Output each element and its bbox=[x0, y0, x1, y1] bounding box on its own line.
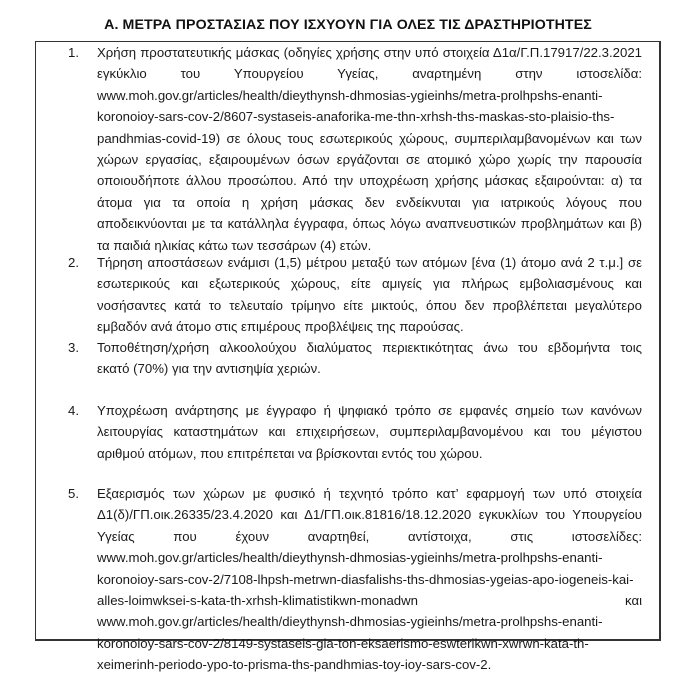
text-line: νοσήσαντες κατά το τελευταίο τρίμηνο είτε μικτούς, όπου δεν προβλέπεται μεγαλύτερο bbox=[97, 297, 642, 313]
text-line: Εξαερισμός των χώρων με φυσικό ή τεχνητό τρόπο κατ’ εφαρμογή των υπό στοιχεία bbox=[97, 486, 642, 501]
measures-box bbox=[35, 41, 661, 673]
item-number: 5. bbox=[68, 486, 79, 501]
text-line: αποδεικνύονται με τα κατάλληλα έγγραφα, όπως λόγω αναπνευστικών προβλημάτων και β) bbox=[97, 216, 642, 232]
item-number: 4. bbox=[68, 403, 79, 418]
text-line: alles-loimwksei-s-kata-th-xrhsh-klimatistikwn-monadwn και bbox=[97, 593, 642, 609]
text-line: τα παιδιά ηλικίας κάτω των τεσσάρων (4) ετών. bbox=[97, 237, 372, 253]
text-line: xeimerinh-periodo-ypo-to-prisma-ths-pandhmias-toy-ioy-sars-cov-2. bbox=[97, 657, 492, 673]
text-line: koronoioy-sars-cov-2/7108-lhpsh-metrwn-diasfalishs-ths-dhmosias-ygeias-apo-iogeneis-kai- bbox=[97, 571, 634, 587]
text-line: pandhmias-covid-19) σε όλους τους εσωτερικούς χώρους, συμπεριλαμβανομένων και των bbox=[97, 130, 642, 146]
text-line: Χρήση προστατευτικής μάσκας (οδηγίες χρήσης στην υπό στοιχεία Δ1α/Γ.Π.17917/22.3.2021 bbox=[97, 45, 642, 60]
text-line: άτομα για τα οποία η χρήση μάσκας δεν ενδείκνυται για ιατρικούς λόγους που bbox=[97, 194, 642, 210]
item-number: 2. bbox=[68, 255, 79, 270]
text-line: Υγείας που έχουν αναρτηθεί, αντίστοιχα, στις ιστοσελίδες: bbox=[97, 528, 642, 544]
text-line: εκατό (70%) για την αντισηψία χεριών. bbox=[97, 361, 321, 377]
item-text bbox=[97, 400, 642, 464]
text-line: koronoioy-sars-cov-2/8149-systaseis-gia-ton-eksaerismo-eswterikwn-xwrwn-kata-th- bbox=[97, 635, 589, 651]
item-text bbox=[97, 42, 642, 256]
item-text bbox=[97, 337, 642, 380]
item-number: 1. bbox=[68, 45, 79, 60]
text-line: εσωτερικούς και εξωτερικούς χώρους, είτε αμιγείς για πλήρως εμβολιασμένους και bbox=[97, 276, 642, 292]
text-line: Υποχρέωση ανάρτησης με έγγραφο ή ψηφιακό τρόπο σε εμφανές σημείο των κανόνων bbox=[97, 403, 642, 418]
text-line: www.moh.gov.gr/articles/health/dieythynsh-dhmosias-ygieinhs/metra-prolhpshs-enanti- bbox=[97, 550, 603, 566]
item-text bbox=[97, 483, 642, 676]
text-line: koronoioy-sars-cov-2/8607-systaseis-anaforika-me-thn-xrhsh-ths-maskas-sto-plaisio-ths- bbox=[97, 109, 615, 125]
text-line: χώρων εργασίας, εξαιρουμένων όσων εργάζονται σε ατομικό χώρο χωρίς την παρουσία bbox=[97, 152, 642, 168]
text-line: Τοποθέτηση/χρήση αλκοολούχου διαλύματος περιεκτικότητας άνω του εβδομήντα τοις bbox=[97, 340, 642, 355]
text-line: αριθμού ατόμων, που επιτρέπεται να βρίσκονται εντός του χώρου. bbox=[97, 445, 483, 461]
text-line: λειτουργίας καταστημάτων και επιχειρήσεων, συμπεριλαμβανομένου και του μέγιστου bbox=[97, 424, 642, 440]
item-text bbox=[97, 252, 642, 338]
text-line: εμβαδόν ανά άτομο στις επιμέρους προβλέψεις της παρούσας. bbox=[97, 319, 464, 335]
text-line: www.moh.gov.gr/articles/health/dieythynsh-dhmosias-ygieinhs/metra-prolhpshs-enanti- bbox=[97, 614, 603, 630]
section-title: Α. ΜΕΤΡΑ ΠΡΟΣΤΑΣΙΑΣ ΠΟΥ ΙΣΧΥΟΥΝ ΓΙΑ ΟΛΕΣ ΤΙΣ ΔΡΑΣΤΗΡΙΟΤΗΤΕΣ bbox=[104, 17, 592, 33]
text-line: οποιουδήποτε άλλου προσώπου. Από την υποχρέωση χρήσης μάσκας εξαιρούνται: α) τα bbox=[97, 173, 642, 189]
item-number: 3. bbox=[68, 340, 79, 355]
text-line: Δ1(δ)/ΓΠ.οικ.26335/23.4.2020 και Δ1/ΓΠ.οικ.81816/18.12.2020 εγκυκλίων του Υπουργείου bbox=[97, 507, 642, 523]
text-line: εγκύκλιο του Υπουργείου Υγείας, αναρτημένη στην ιστοσελίδα: bbox=[97, 66, 642, 82]
text-line: www.moh.gov.gr/articles/health/dieythynsh-dhmosias-ygieinhs/metra-prolhpshs-enanti- bbox=[97, 87, 603, 103]
text-line: Τήρηση αποστάσεων ενάμισι (1,5) μέτρου μεταξύ των ατόμων [ένα (1) άτομο ανά 2 τ.μ.] σε bbox=[97, 255, 642, 270]
